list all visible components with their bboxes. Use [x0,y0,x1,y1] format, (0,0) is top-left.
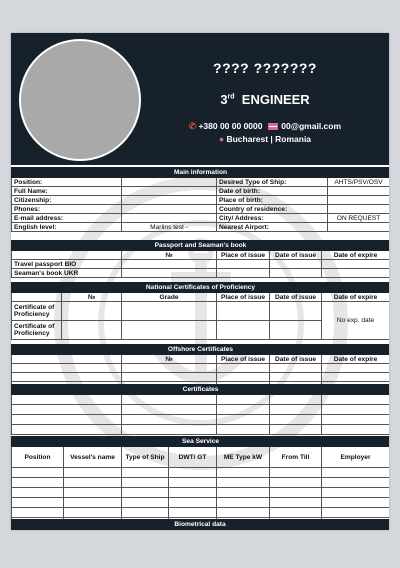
candidate-name: ???? ??????? [213,60,317,76]
email-text: 00@gmail.com [281,121,342,131]
row-label: Seaman's book UKR [12,269,122,278]
column-header: Type of Ship [122,447,169,468]
column-header [12,251,122,260]
table-row [12,214,390,223]
location-line [141,134,389,144]
field-label: Place of birth: [217,196,328,205]
row-label: Travel passport BIO [12,260,122,269]
column-header: № [62,293,122,302]
national-certificates-table [11,282,389,340]
field-value [122,178,217,187]
column-header: ME Type kW [217,447,270,468]
table-row [12,364,390,373]
main-info-table [11,167,389,232]
column-header: From Till [270,447,322,468]
rank-title [141,92,389,107]
table-row [12,425,390,435]
field-label: Citizenship: [12,196,122,205]
field-value [122,196,217,205]
field-label: English level: [12,223,122,232]
field-label: Desired Type of Ship: [217,178,328,187]
column-header: Date of issue [270,355,322,364]
column-header: Date of expire [322,251,390,260]
field-value [328,187,390,196]
column-header: Date of issue [270,293,322,302]
passport-title: Passport and Seaman's book [12,241,390,251]
table-row [12,488,390,498]
main-info-title: Main information [12,168,390,178]
table-row [12,355,390,364]
location-text: Bucharest | Romania [226,134,312,144]
field-label: Phones: [12,205,122,214]
field-label: E-mail address: [12,214,122,223]
field-label: Position: [12,178,122,187]
field-value [122,214,217,223]
table-row [12,302,390,321]
column-header: Position [12,447,64,468]
rank-text: ENGINEER [241,92,310,107]
table-row [12,468,390,478]
phone-text: +380 00 00 0000 [198,121,263,131]
column-header: Place of issue [217,293,270,302]
table-row [12,373,390,382]
table-row [12,251,390,260]
rank-suffix: rd [227,93,235,101]
photo-placeholder [19,39,141,161]
certificates-title: Certificates [12,385,390,395]
field-label: Full Name: [12,187,122,196]
field-value [328,205,390,214]
field-value [122,205,217,214]
cv-sheet [11,33,389,530]
field-value [328,196,390,205]
column-header: Date of expire [322,293,390,302]
field-label: Date of birth: [217,187,328,196]
column-header: Grade [122,293,217,302]
column-header: № [122,355,217,364]
table-row [12,178,390,187]
table-row [12,415,390,425]
cv-header [11,33,389,165]
table-row [12,205,390,214]
table-row [12,187,390,196]
no-expiry-note: No exp. date [322,302,390,340]
row-label: Certificate of Proficiency [12,302,62,321]
offshore-certificates-title: Offshore Certificates [12,345,390,355]
row-label: Certificate of Proficiency [12,321,62,340]
table-row [12,478,390,488]
field-value [122,187,217,196]
phone-icon: ✆ [188,121,197,131]
field-value: Marlins test - [122,223,217,232]
table-row [12,447,390,468]
column-header: Place of issue [217,355,270,364]
table-row [12,293,390,302]
passport-table [11,240,389,278]
field-label: Nearest Airport: [217,223,328,232]
table-row [12,196,390,205]
table-row [12,223,390,232]
field-value: ON REQUEST [328,214,390,223]
field-value [328,223,390,232]
field-value: AHTS/PSV/OSV [328,178,390,187]
field-label: Country of residence: [217,205,328,214]
table-row [12,269,390,278]
column-header: DWT/ GT [169,447,217,468]
column-header: Place of issue [217,251,270,260]
table-row [12,508,390,518]
table-row [12,260,390,269]
contact-line [141,121,389,132]
table-row [12,395,390,405]
biometrical-title: Biometrical data [12,520,389,530]
table-row [12,498,390,508]
column-header: Date of expire [322,355,390,364]
biometrical-table [11,519,389,530]
field-label: City/ Address: [217,214,328,223]
column-header: № [122,251,217,260]
sea-service-table [11,436,389,528]
certificates-table [11,384,389,435]
table-row [12,405,390,415]
sea-service-title: Sea Service [12,437,390,447]
mail-icon [268,123,278,130]
column-header: Date of issue [270,251,322,260]
column-header: Vessel's name [64,447,122,468]
rank-number: 3 [220,92,228,107]
location-pin-icon: ● [218,134,225,144]
national-certificates-title: National Certificates of Proficiency [12,283,390,293]
column-header: Employer [322,447,390,468]
